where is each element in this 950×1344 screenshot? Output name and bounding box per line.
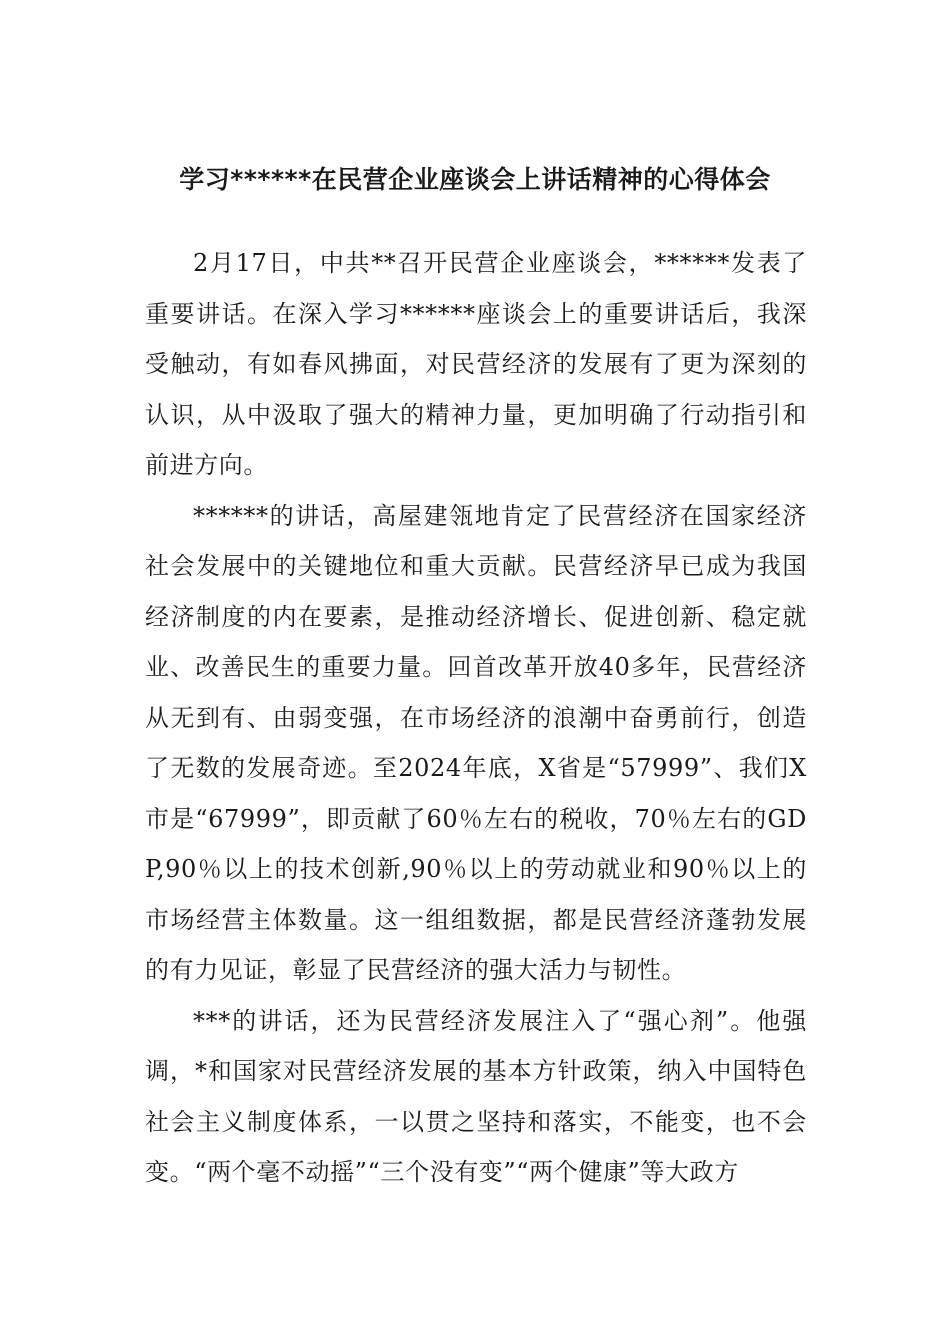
document-body (145, 238, 807, 1198)
paragraph-3: ***的讲话，还为民营经济发展注入了“强心剂”。他强调，*和国家对民营经济发展的基本方针政策，纳入中国特色社会主义制度体系，一以贯之坚持和落实，不能变，也不会变。“两个毫不动摇”“三个没有变”“两个健康”等大政方 (145, 1006, 807, 1186)
paragraph-2: ******的讲话，高屋建瓴地肯定了民营经济在国家经济社会发展中的关键地位和重大贡献。民营经济早已成为我国经济制度的内在要素，是推动经济增长、促进创新、稳定就业、改善民生的重要力量。回首改革开放40多年，民营经济从无到有、由弱变强，在市场经济的浪潮中奋勇前行，创造了无数的发展奇迹。至2024年底，X省是“57999”、我们X市是“67999”，即贡献了60％左右的税收，70％左右的GDP,90％以上的技术创新,90％以上的劳动就业和90％以上的市场经营主体数量。这一组组数据，都是民营经济蓬勃发展的有力见证，彰显了民营经济的强大活力与韧性。 (145, 501, 807, 984)
paragraph-1: 2月17日，中共**召开民营企业座谈会，******发表了重要讲话。在深入学习******座谈会上的重要讲话后，我深受触动，有如春风拂面，对民营经济的发展有了更为深刻的认识，从中汲取了强大的精神力量，更加明确了行动指引和前进方向。 (145, 249, 807, 479)
document-title: 学习******在民营企业座谈会上讲话精神的心得体会 (179, 165, 771, 194)
